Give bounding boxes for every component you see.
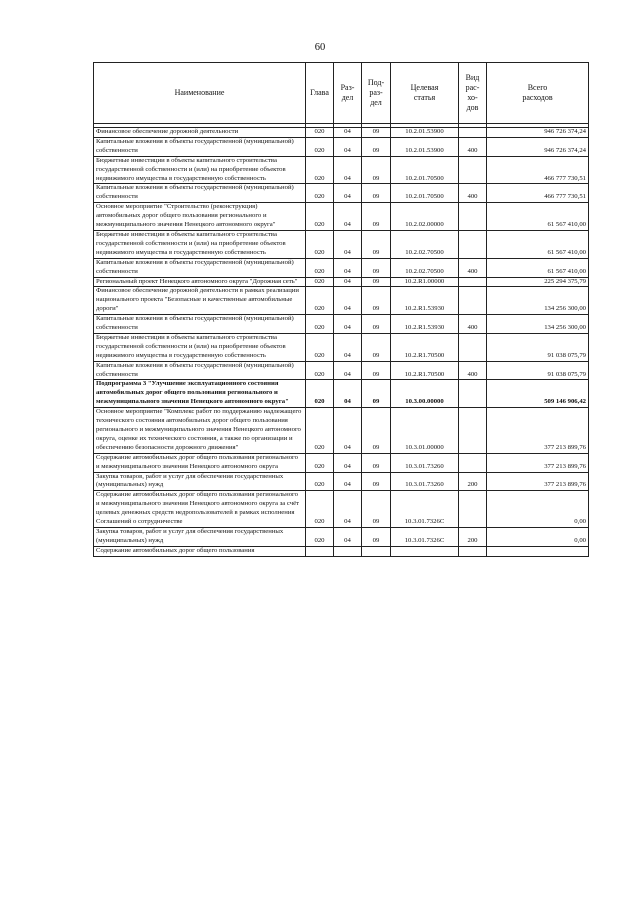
row-statya-cell: 10.2.01.53900 xyxy=(391,137,459,156)
row-name-cell: Содержание автомобильных дорог общего пользования регионального и межмуниципального значения Ненецкого автономного округа xyxy=(94,453,306,472)
row-total-cell: 946 726 374,24 xyxy=(487,137,589,156)
row-vid-cell: 200 xyxy=(459,472,487,491)
row-podrazdel-cell: 09 xyxy=(362,230,391,258)
row-podrazdel-cell: 09 xyxy=(362,258,391,277)
row-name-cell: Капитальные вложения в объекты государственной (муниципальной) собственности xyxy=(94,361,306,380)
row-razdel-cell: 04 xyxy=(334,453,362,472)
row-podrazdel-cell: 09 xyxy=(362,156,391,184)
row-name-cell: Капитальные вложения в объекты государственной (муниципальной) собственности xyxy=(94,258,306,277)
row-name-cell: Бюджетные инвестиции в объекты капитального строительства государственной собственности и (или) на приобретение объектов недвижимого имущества в государственную собственность xyxy=(94,156,306,184)
row-total-cell: 466 777 730,51 xyxy=(487,156,589,184)
row-razdel-cell: 04 xyxy=(334,472,362,491)
header-glava: Глава xyxy=(306,63,334,124)
row-statya-cell: 10.3.01.73260 xyxy=(391,453,459,472)
row-razdel-cell: 04 xyxy=(334,361,362,380)
row-razdel-cell: 04 xyxy=(334,491,362,528)
row-total-cell: 61 567 410,00 xyxy=(487,230,589,258)
row-statya-cell: 10.2.R1.53930 xyxy=(391,315,459,334)
row-name-cell: Закупка товаров, работ и услуг для обеспечения государственных (муниципальных) нужд xyxy=(94,527,306,546)
row-statya-cell: 10.2.R1.70500 xyxy=(391,333,459,361)
row-vid-cell xyxy=(459,203,487,231)
row-glava-cell: 020 xyxy=(306,156,334,184)
row-podrazdel-cell: 09 xyxy=(362,184,391,203)
row-vid-cell xyxy=(459,128,487,138)
row-total-cell: 946 726 374,24 xyxy=(487,128,589,138)
row-glava-cell: 020 xyxy=(306,137,334,156)
row-statya-cell: 10.2.R1.00000 xyxy=(391,277,459,287)
row-vid-cell xyxy=(459,380,487,408)
table-row xyxy=(94,230,589,258)
row-razdel-cell: 04 xyxy=(334,258,362,277)
row-glava-cell: 020 xyxy=(306,258,334,277)
row-statya-cell: 10.2.01.70500 xyxy=(391,184,459,203)
row-statya-cell: 10.3.01.73260 xyxy=(391,472,459,491)
row-glava-cell: 020 xyxy=(306,491,334,528)
row-podrazdel-cell: 09 xyxy=(362,203,391,231)
row-razdel-cell: 04 xyxy=(334,287,362,315)
row-name-cell: Бюджетные инвестиции в объекты капитального строительства государственной собственности и (или) на приобретение объектов недвижимого имущества в государственную собственность xyxy=(94,333,306,361)
row-name-cell: Капитальные вложения в объекты государственной (муниципальной) собственности xyxy=(94,137,306,156)
table-row xyxy=(94,128,589,138)
row-total-cell: 509 146 906,42 xyxy=(487,380,589,408)
row-total-cell: 61 567 410,00 xyxy=(487,203,589,231)
row-vid-cell xyxy=(459,491,487,528)
row-glava-cell: 020 xyxy=(306,128,334,138)
row-razdel-cell: 04 xyxy=(334,315,362,334)
row-name-cell: Капитальные вложения в объекты государственной (муниципальной) собственности xyxy=(94,184,306,203)
table-row xyxy=(94,184,589,203)
row-vid-cell: 200 xyxy=(459,527,487,546)
row-statya-cell: 10.2.02.00000 xyxy=(391,203,459,231)
table-row xyxy=(94,527,589,546)
row-name-cell: Основное мероприятие "Комплекс работ по поддержанию надлежащего технического состояния автомобильных дорог общего пользования регионального и межмуниципального значения Ненецкого автономного округа, оценке их технического состояния, а также по организации и обеспечению безопасности дорожного движения" xyxy=(94,408,306,454)
row-razdel-cell: 04 xyxy=(334,527,362,546)
row-name-cell: Содержание автомобильных дорог общего пользования регионального и межмуниципального значения Ненецкого автономного округа за счёт целевых денежных средств недропользователей в рамках исполнения Соглашений о сотрудничестве xyxy=(94,491,306,528)
row-total-cell: 466 777 730,51 xyxy=(487,184,589,203)
header-name: Наименование xyxy=(94,63,306,124)
row-glava-cell: 020 xyxy=(306,408,334,454)
row-statya-cell: 10.2.R1.70500 xyxy=(391,361,459,380)
table-row xyxy=(94,156,589,184)
row-statya-cell: 10.3.01.7326С xyxy=(391,527,459,546)
row-name-cell: Финансовое обеспечение дорожной деятельности в рамках реализации национального проекта "Безопасные и качественные автомобильные дороги" xyxy=(94,287,306,315)
row-glava-cell: 020 xyxy=(306,472,334,491)
row-podrazdel-cell: 09 xyxy=(362,527,391,546)
row-total-cell: 134 256 300,00 xyxy=(487,315,589,334)
row-name-cell: Капитальные вложения в объекты государственной (муниципальной) собственности xyxy=(94,315,306,334)
table-row xyxy=(94,491,589,528)
table-row xyxy=(94,203,589,231)
row-name-cell: Бюджетные инвестиции в объекты капитального строительства государственной собственности и (или) на приобретение объектов недвижимого имущества в государственную собственность xyxy=(94,230,306,258)
budget-table xyxy=(93,62,589,557)
row-statya-cell: 10.3.01.7326С xyxy=(391,491,459,528)
row-podrazdel-cell: 09 xyxy=(362,491,391,528)
row-name-cell: Закупка товаров, работ и услуг для обеспечения государственных (муниципальных) нужд xyxy=(94,472,306,491)
row-total-cell: 377 213 899,76 xyxy=(487,472,589,491)
row-glava-cell xyxy=(306,546,334,556)
row-total-cell: 91 038 075,79 xyxy=(487,333,589,361)
row-total-cell: 0,00 xyxy=(487,491,589,528)
row-razdel-cell xyxy=(334,546,362,556)
row-vid-cell xyxy=(459,287,487,315)
row-statya-cell: 10.2.01.70500 xyxy=(391,156,459,184)
row-razdel-cell: 04 xyxy=(334,184,362,203)
table-row xyxy=(94,361,589,380)
row-razdel-cell: 04 xyxy=(334,380,362,408)
row-vid-cell xyxy=(459,230,487,258)
row-name-cell: Финансовое обеспечение дорожной деятельности xyxy=(94,128,306,138)
table-row xyxy=(94,380,589,408)
header-razdel: Раз- дел xyxy=(334,63,362,124)
row-total-cell xyxy=(487,546,589,556)
row-glava-cell: 020 xyxy=(306,287,334,315)
row-glava-cell: 020 xyxy=(306,230,334,258)
header-vsego: Всего расходов xyxy=(487,63,589,124)
row-podrazdel-cell: 09 xyxy=(362,361,391,380)
row-razdel-cell: 04 xyxy=(334,333,362,361)
row-statya-cell: 10.3.01.00000 xyxy=(391,408,459,454)
table-row xyxy=(94,315,589,334)
row-razdel-cell: 04 xyxy=(334,156,362,184)
row-total-cell: 225 294 375,79 xyxy=(487,277,589,287)
page-number: 60 xyxy=(314,42,326,53)
row-glava-cell: 020 xyxy=(306,315,334,334)
row-razdel-cell: 04 xyxy=(334,203,362,231)
row-statya-cell: 10.2.02.70500 xyxy=(391,230,459,258)
table-row xyxy=(94,408,589,454)
header-vid: Вид рас- хо- дов xyxy=(459,63,487,124)
row-glava-cell: 020 xyxy=(306,380,334,408)
table-row xyxy=(94,546,589,556)
row-podrazdel-cell: 09 xyxy=(362,277,391,287)
row-statya-cell: 10.2.R1.53930 xyxy=(391,287,459,315)
row-vid-cell xyxy=(459,333,487,361)
row-total-cell: 377 213 899,76 xyxy=(487,408,589,454)
row-vid-cell: 400 xyxy=(459,184,487,203)
row-glava-cell: 020 xyxy=(306,333,334,361)
row-total-cell: 61 567 410,00 xyxy=(487,258,589,277)
row-podrazdel-cell: 09 xyxy=(362,315,391,334)
row-statya-cell: 10.2.01.53900 xyxy=(391,128,459,138)
row-vid-cell: 400 xyxy=(459,361,487,380)
row-razdel-cell: 04 xyxy=(334,277,362,287)
header-podrazdel: Под- раз- дел xyxy=(362,63,391,124)
row-vid-cell: 400 xyxy=(459,137,487,156)
table-header-row xyxy=(94,63,589,124)
row-glava-cell: 020 xyxy=(306,527,334,546)
row-total-cell: 134 256 300,00 xyxy=(487,287,589,315)
row-name-cell: Основное мероприятие "Строительство (реконструкция) автомобильных дорог общего пользования регионального и межмуниципального значения Ненецкого автономного округа" xyxy=(94,203,306,231)
row-glava-cell: 020 xyxy=(306,361,334,380)
row-podrazdel-cell: 09 xyxy=(362,380,391,408)
table-row xyxy=(94,137,589,156)
row-statya-cell xyxy=(391,546,459,556)
row-vid-cell: 400 xyxy=(459,258,487,277)
row-vid-cell xyxy=(459,408,487,454)
row-razdel-cell: 04 xyxy=(334,137,362,156)
row-podrazdel-cell: 09 xyxy=(362,137,391,156)
row-podrazdel-cell: 09 xyxy=(362,472,391,491)
table-row xyxy=(94,277,589,287)
header-statya: Целевая статья xyxy=(391,63,459,124)
row-razdel-cell: 04 xyxy=(334,128,362,138)
row-name-cell: Подпрограмма 3 "Улучшение эксплуатационного состояния автомобильных дорог общего пользования регионального и межмуниципального значения Ненецкого автономного округа" xyxy=(94,380,306,408)
row-name-cell: Региональный проект Ненецкого автономного округа "Дорожная сеть" xyxy=(94,277,306,287)
row-vid-cell xyxy=(459,453,487,472)
row-vid-cell xyxy=(459,156,487,184)
table-row xyxy=(94,287,589,315)
row-glava-cell: 020 xyxy=(306,277,334,287)
table-row xyxy=(94,333,589,361)
row-total-cell: 0,00 xyxy=(487,527,589,546)
row-podrazdel-cell: 09 xyxy=(362,287,391,315)
row-podrazdel-cell xyxy=(362,546,391,556)
table-row xyxy=(94,472,589,491)
row-podrazdel-cell: 09 xyxy=(362,333,391,361)
row-total-cell: 91 038 075,79 xyxy=(487,361,589,380)
row-glava-cell: 020 xyxy=(306,453,334,472)
row-podrazdel-cell: 09 xyxy=(362,128,391,138)
row-total-cell: 377 213 899,76 xyxy=(487,453,589,472)
table-row xyxy=(94,453,589,472)
row-statya-cell: 10.2.02.70500 xyxy=(391,258,459,277)
row-name-cell: Содержание автомобильных дорог общего пользования xyxy=(94,546,306,556)
row-vid-cell xyxy=(459,277,487,287)
row-glava-cell: 020 xyxy=(306,184,334,203)
row-vid-cell xyxy=(459,546,487,556)
row-podrazdel-cell: 09 xyxy=(362,408,391,454)
row-vid-cell: 400 xyxy=(459,315,487,334)
row-statya-cell: 10.3.00.00000 xyxy=(391,380,459,408)
row-glava-cell: 020 xyxy=(306,203,334,231)
row-razdel-cell: 04 xyxy=(334,408,362,454)
row-razdel-cell: 04 xyxy=(334,230,362,258)
row-podrazdel-cell: 09 xyxy=(362,453,391,472)
table-row xyxy=(94,258,589,277)
